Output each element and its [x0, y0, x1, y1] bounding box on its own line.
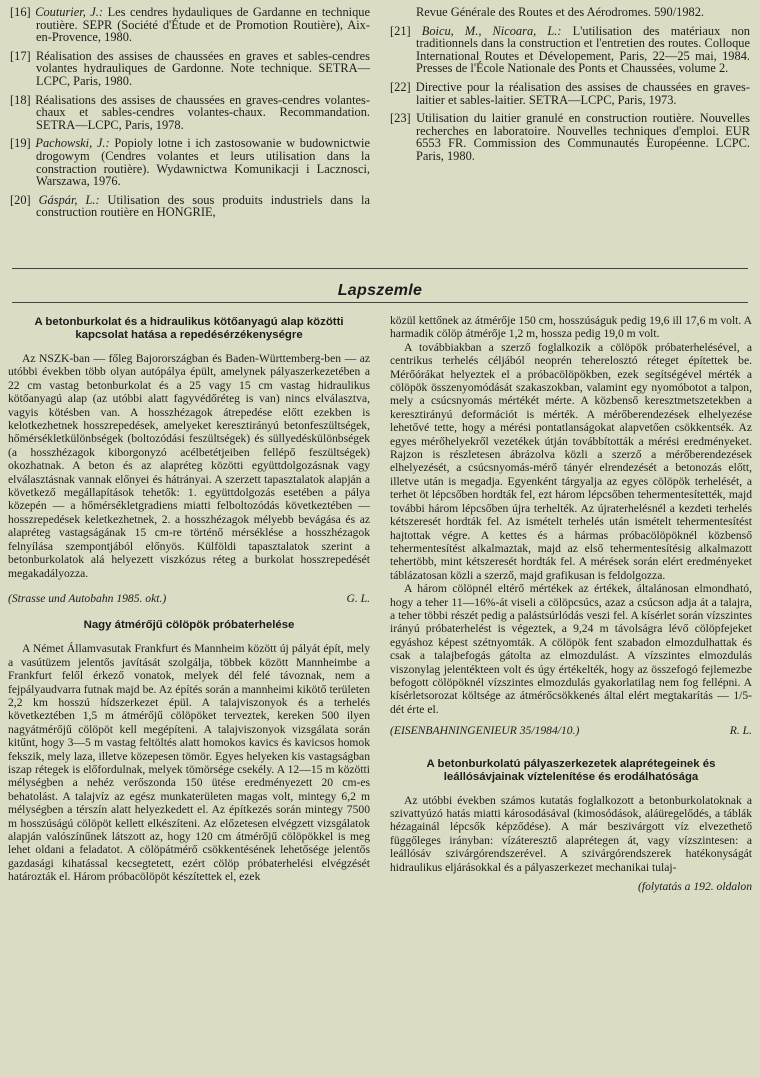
article-1-title: A betonburkolat és a hidraulikus kötőanyagú alap közötti kapcsolat hatása a repedésérzékenységre: [34, 316, 344, 341]
article-2-continued-para-2: A továbbiakban a szerző foglalkozik a cölöpök próbaterhelésével, a centrikus terhelés céljából neoprén teherelosztó réteget építettek be. Mérőórákat helyeztek el a próbacölöpökben, ezek segítségével mérték a cölöpök összenyomódását szakaszokban, valamint egy nyomóbotot a talpon, mely a csúcsnyomás mértékét mérte. A közbenső keresztmetszetekben a keresztirányú deformációt is mérték. A mérőberendezések elhelyezése lehetővé tette, hogy a mérési pontatlanságokat alapvetően csökkentsék. Az egyes mérőhelyekről vezetékek útján továbbították a mérési eredményeket. Rajzon is részletesen ábrázolva közli a szerző a mérőberendezések elhelyezését, a csúcsnyomás-mérő tányér elrendezését a betonozás előtt, illetve után is megadja. Egyenként tárgyalja az egyes cölöpök terhelését, a terhet öt lépcsőben hordták fel, ezt három lépcsőben tehermentesítették, majd további három lépcsőben újra terhelték. Az újraterhelésnél a kezdeti terhelés kétszeresét hordták fel. Az ismételt terhelés után ismételt tehermentesítést hajtottak végre. A kettes és a hármas próbacölöpöknél közbenső tehermentesítést alkalmaztak, majd az első tehermentesítésig alkalmazott tehertöbb, mint kétszeresét hordták fel. A mérések során elért eredményeket táblázatosan közli a szerző, majd grafikusan is feldolgozza.: [390, 340, 752, 582]
reference-20: [20] Gáspár, L.: Utilisation des sous produits industriels dans la construction routière en HONGRIE,: [10, 192, 370, 220]
article-2-source: (EISENBAHNINGENIEUR 35/1984/10.): [390, 724, 580, 738]
reference-19: [19] Pachowski, J.: Popioly lotne i ich zastosowanie w budownictwie drogowym (Cendres volantes et leurs utilisation dans la constraction routière). Wydawnictwa Komunikacji i Lacznosci, Warszawa, 1976.: [10, 136, 370, 189]
reference-17: [17] Réalisation des assises de chaussées en graves et sables-cendres volantes hydrauliques de Gardonne. Note technique. SETRA—LCPC, Paris, 1980.: [10, 48, 370, 88]
reference-22: [22] Directive pour la réalisation des assises de chaussées en graves-laitier et sables-laitier. SETRA—LCPC, Paris, 1973.: [390, 79, 750, 107]
article-3-title: A betonburkolatú pályaszerkezetek alaprétegeinek és leállósávjainak víztelenítése és erodálhatósága: [426, 757, 716, 783]
reference-20-continued: Revue Générale des Routes et des Aérodromes. 590/1982.: [416, 5, 705, 19]
references-right-column: [390, 6, 750, 234]
article-2-title: Nagy átmérőjű cölöpök próbaterhelése: [83, 619, 295, 632]
article-1-body: Az NSZK-ban — főleg Bajorországban és Baden-Württemberg-ben — az utóbbi években több olyan autópálya épült, amelynek pályaszerkezetében a 22 cm vastag betonburkolat és a 25 vagy 15 cm vastag hidraulikus kötőanyagú alap (az utóbbi alatt fagyvédőréteg is van) nincs elválasztva, vagyis kötésben van. A hosszhézagok átrepedése előtt ezekben is kelotkezhetnek hosszrepedések, amelyeket keresztirányú betonfeszültségek, hőmérsékletkülönbségek (boltozódási feszültségek) és süllyedéskülönbségek (a hosszhézagok kiborgonyzó acélbetétjeiben fellépő feszültségek) okozhatnak. A beton és az alapréteg közötti együttdolgozásnak vagy elválasztásnak vannak előnyei és hátrányai. A szerzett tapasztalatok alapján a következő megállapítások tehetők: 1. együttdolgozás esetében a pálya közepén — a hőmérsékletgradiens miatti felboltozódás következtében — hosszrepedések keletkezhetnek, 2. a hosszhézagok mélyebb bevágása és az alapréteg vastagságának 15 cm-re történő mérséklése a hosszhézagok felnyílása szempontjából előnyös. Külföldi tapasztalatok szerint a betonburkolatok alá helyezett viszkózus réteg a burkolat hosszrepedését megakadályozza.: [8, 352, 370, 580]
continued-note: (folytatás a 192. oldalon: [637, 880, 752, 894]
section-title: Lapszemle: [337, 282, 423, 299]
reference-21: [21] Boicu, M., Nicoara, L.: L'utilisation des matériaux non traditionnels dans la construction et l'entretien des routes. Colloque International Routes et Dévelopement, Paris, 22—25 mai, 1984. Presses de l'École Nationale des Ponts et Chaussées, volume 2.: [390, 23, 750, 76]
reference-23: [23] Utilisation du laitier granulé en construction routière. Nouvelles recherches en laboratoire. Nouvelles techniques d'emploi. EUR 6553 FR. Commission des Communautés Européenne. LCPC. Paris, 1980.: [390, 111, 751, 163]
article-2-body: A Német Államvasutak Frankfurt és Mannheim között új pályát épít, mely a vasútüzem jelentős javítását szolgálja, többek között Mannheimbe a Frankfurt felől érkező vonatok, melyek dél felé távoznak, nem a fejpályaudvarra futnak majd be. Az építés során a mannheimi kikötő területen 2,2 km hosszú hídszerkezet épül. A talajviszonyok és a terhelés következtében 1,5 m átmérőjű cölöpöket terveztek, kereken 500 ilyen nagyátmérőjű cölöpöt kell megépíteni. A talajviszonyok vizsgálata során kitűnt, hogy 3—5 m vastag feltöltés alatt homokos kavics és kavicsos homok fekszik, mely laza, illetve közepesen tömör. Egyes helyeken kis vastagságban iszap rétegek is előfordulnak, melyek tömörsége csekély. A 12—15 m közötti mélységben a nehéz verőszonda 150 ütése eredményezett 20 cm-es behatolást. A talajvíz az egész munkaterületen magas volt, mintegy 6,2 m mélységben a térszín alatt helyezkedett el. Az építkezés során mintegy 7500 m hosszúságú cölöpöt kellett elkészíteni. Az előzetesen elvégzett vizsgálatok alapján valószínűnek látszott az, hogy 120 cm átmérőjű cölöpökkel is meg lehet oldani a feladatot. A cölöpátmérő csökkentésének lehetősége jelentős gazdasági kihatással kecsegtetett, ezért cölöp próbaterhelési elvégzését határozták el. Három próbacölöpöt készítettek el, ezek: [8, 642, 370, 884]
article-2-initials: R. L.: [729, 724, 752, 738]
references-left-column: [10, 6, 370, 234]
article-1-initials: G. L.: [346, 591, 370, 605]
references-block: [10, 6, 752, 234]
article-1-source: (Strasse und Autobahn 1985. okt.): [8, 591, 167, 605]
right-column: [390, 314, 752, 1070]
article-2-continued-para-3: A három cölöpnél eltérő mértékek az értékek, általánosan elmondható, hogy a teher 11—16%-át viseli a cölöpcsúcs, azaz a csúcson adja át a talajra, a teher többi részét pedig a palástsúrlódás veszi fel. A kísérlet során vízszintes irányú próbaterhelést is végeztek, a 9,24 m távolságra lévő cölöpfejeket egyáshoz képest szétnyomták. A cölöpök fent szabadon elmozdulhattak és csak a talajbefogás gátolta az elmozdulást. A vízszintes elmozdulás viszonylag jelentékteen volt és úgy értékelték, hogy az összefogó fejlemezbe befogott cölöpöknél vízszintes elmozdulás gyakorlatilag nem fog fellépni. A kísérletsorozat költsége az átmérőcsökkenés által elért megtakarítás — 1/5-dét érte el.: [390, 582, 752, 716]
reference-18: [18] Réalisations des assises de chaussées en graves-cendres volantes-chaux et sables-cendres volantes-chaux. Recommandation. SETRA—LCPC, Paris, 1978.: [10, 92, 370, 132]
article-2-source-line: [390, 724, 752, 737]
top-divider: [12, 268, 748, 269]
article-2-continued-para-1: közül kettőnek az átmérője 150 cm, hosszúságuk pedig 19,6 ill 17,6 m volt. A harmadik cölöp átmérője 1,2 m, hossza pedig 19,0 m volt.: [390, 314, 752, 341]
left-column: [8, 316, 370, 1072]
article-3-body: Az utóbbi években számos kutatás foglalkozott a betonburkolatoknak a szivattyúzó hatás miatti károsodásával (kimosódások, aláüregelődés, a táblák hézagainál lépcsők képződése). A már beszivárgott víz elvezethető függőleges irányban: vízáteresztő alaprétegen át, vagy vízszintesen: a leállósáv szivárgórendszerével. A szivárgórendszerek hatékonyságát hidraulikus eljárásokkal és a pályaszerkezet mechanikai tulaj-: [390, 793, 752, 874]
reference-16: [16] Couturier, J.: Les cendres hydauliques de Gardanne en technique routière. SEPR (Société d'Étude et de Promotion Routière), Aix-en-Provence, 1980.: [10, 5, 370, 45]
article-1-source-line: [8, 592, 370, 605]
section-divider: [12, 302, 748, 303]
